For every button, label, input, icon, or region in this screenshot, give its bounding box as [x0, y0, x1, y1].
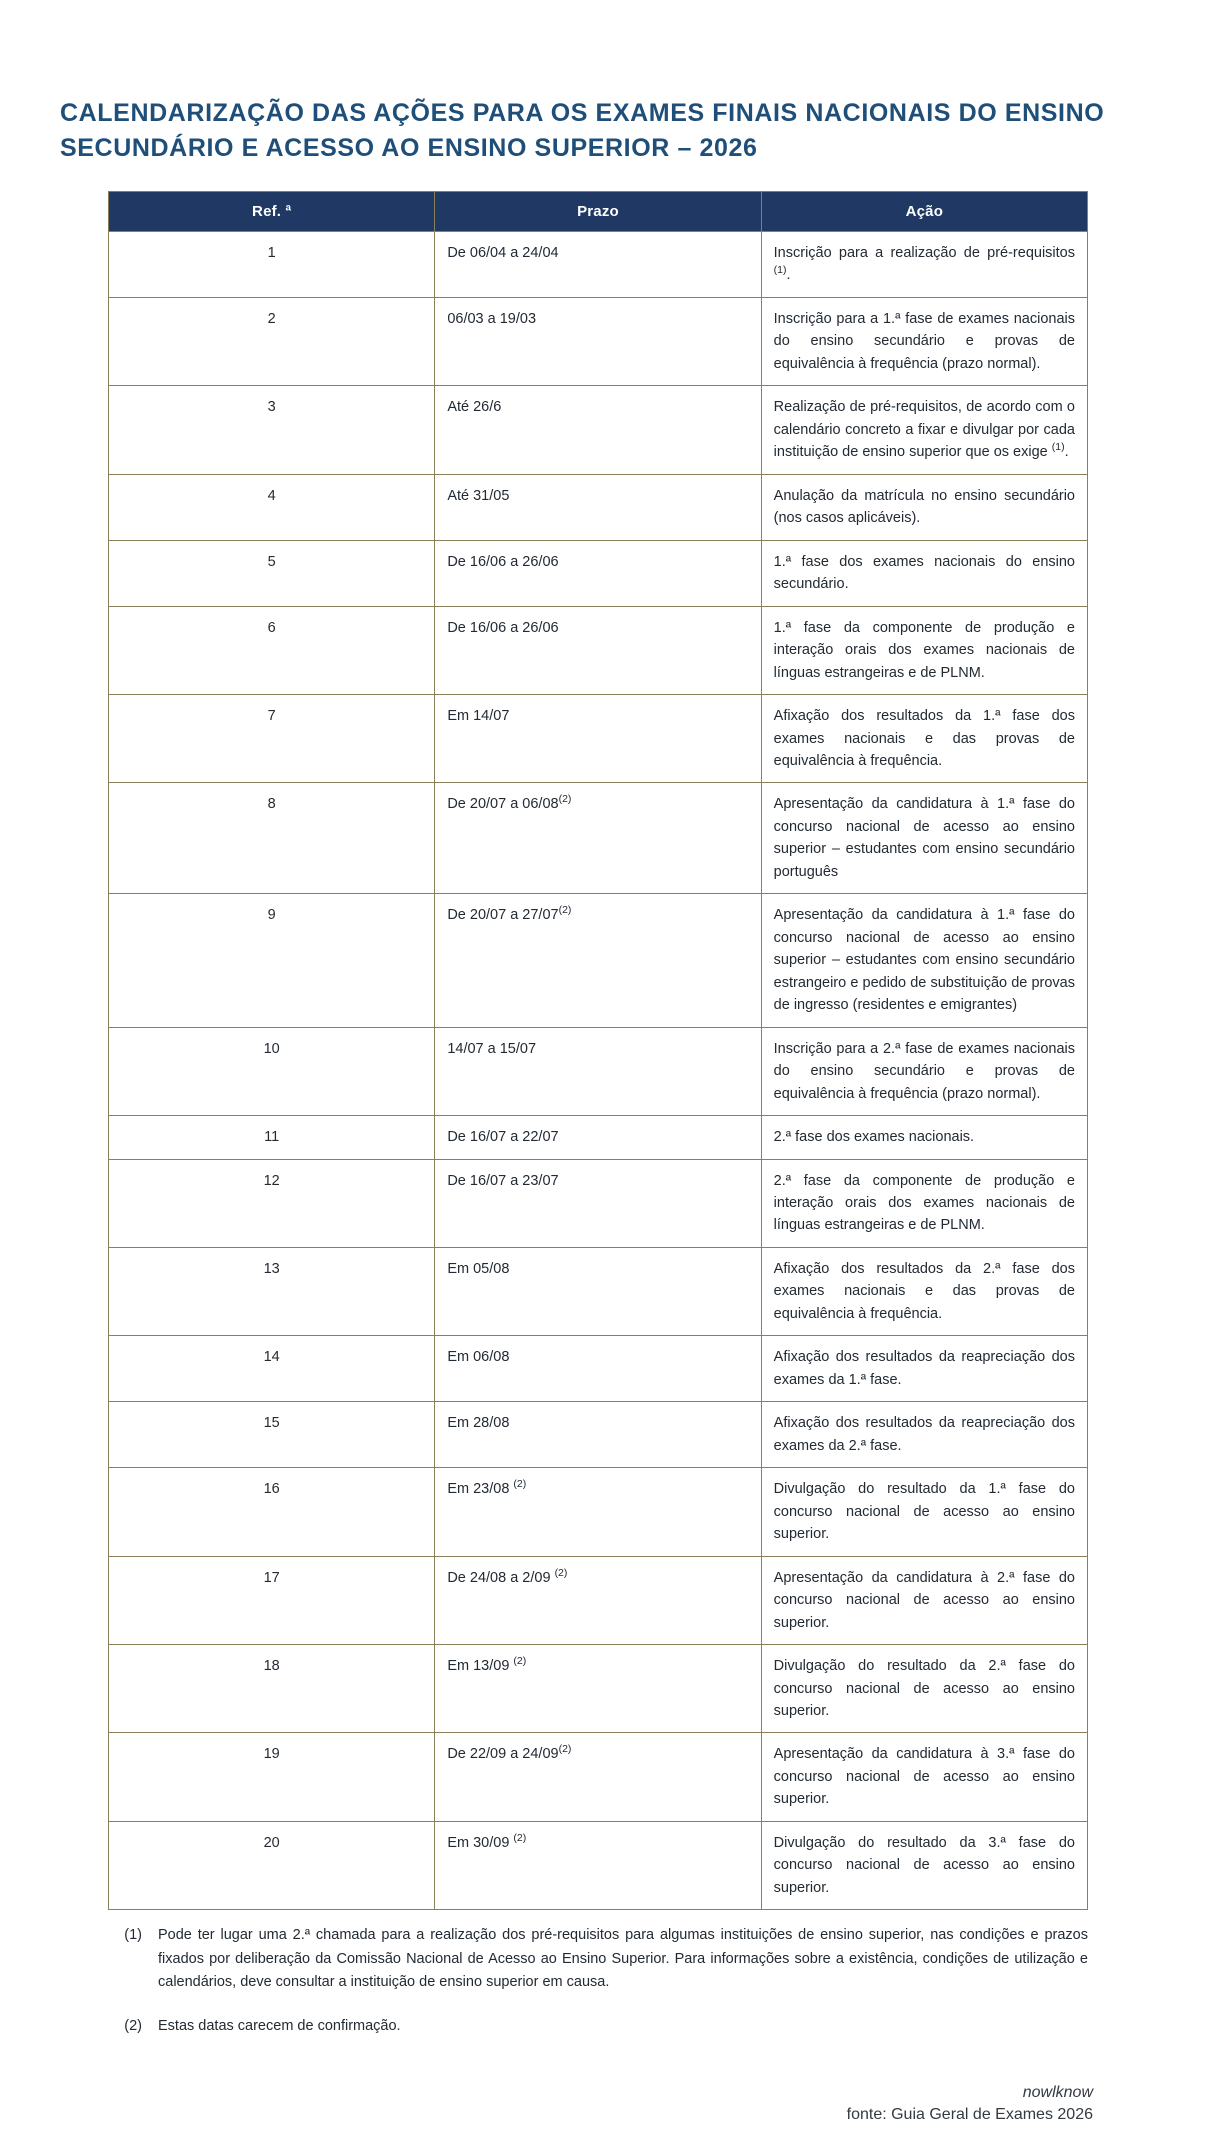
cell-prazo	[435, 1468, 761, 1556]
cell-prazo-footnote-marker: (2)	[558, 904, 572, 917]
cell-ref: 15	[109, 1402, 435, 1468]
cell-ref: 10	[109, 1027, 435, 1115]
cell-prazo-text: Em 28/08	[447, 1415, 510, 1432]
table-row	[109, 474, 1088, 540]
table-row	[109, 1821, 1088, 1909]
calendar-table	[108, 191, 1088, 1910]
cell-acao-text: Inscrição para a realização de pré-requisitos	[773, 245, 1075, 261]
cell-prazo-text: De 16/07 a 22/07	[447, 1129, 559, 1146]
cell-prazo-text: De 16/07 a 23/07	[447, 1172, 559, 1189]
table-row	[109, 1336, 1088, 1402]
footnote-text: Estas datas carecem de confirmação.	[158, 2017, 401, 2034]
cell-ref: 3	[109, 386, 435, 474]
cell-prazo	[435, 1027, 761, 1115]
table-row	[109, 1733, 1088, 1821]
cell-acao	[761, 1402, 1087, 1468]
cell-prazo	[435, 540, 761, 606]
cell-acao-text: Apresentação da candidatura à 1.ª fase do concurso nacional de acesso ao ensino superior – estudantes com ensino secundário português	[773, 796, 1075, 880]
cell-acao	[761, 1159, 1087, 1247]
cell-prazo	[435, 1402, 761, 1468]
brand-label: nowlknow	[1022, 2084, 1093, 2102]
cell-prazo-footnote-marker: (2)	[558, 1743, 572, 1756]
cell-acao	[761, 386, 1087, 474]
column-header-acao: Ação	[761, 192, 1087, 232]
cell-ref: 19	[109, 1733, 435, 1821]
cell-acao-tail: .	[786, 267, 791, 284]
cell-prazo-text: 06/03 a 19/03	[447, 310, 537, 327]
table-header	[109, 192, 1088, 232]
cell-ref: 20	[109, 1821, 435, 1909]
cell-prazo-text: Até 31/05	[447, 487, 510, 504]
cell-acao-text: 2.ª fase da componente de produção e interação orais dos exames nacionais de línguas estrangeiras e de PLNM.	[773, 1172, 1075, 1234]
cell-ref: 4	[109, 474, 435, 540]
cell-prazo	[435, 783, 761, 894]
cell-prazo-text: Em 05/08	[447, 1260, 510, 1277]
footnote-marker: (2)	[124, 2017, 142, 2034]
cell-prazo	[435, 1821, 761, 1909]
cell-ref: 2	[109, 297, 435, 385]
cell-acao	[761, 1116, 1087, 1159]
cell-prazo-footnote-marker: (2)	[558, 793, 572, 806]
page-title: CALENDARIZAÇÃO DAS AÇÕES PARA OS EXAMES FINAIS NACIONAIS DO ENSINO SECUNDÁRIO E ACESSO AO ENSINO SUPERIOR – 2026	[60, 99, 1105, 162]
cell-acao-footnote-marker: (1)	[1051, 441, 1065, 454]
table-row	[109, 1116, 1088, 1159]
cell-acao-text: Apresentação da candidatura à 3.ª fase do concurso nacional de acesso ao ensino superior.	[773, 1746, 1075, 1808]
cell-acao-text: Anulação da matrícula no ensino secundário (nos casos aplicáveis).	[773, 487, 1075, 527]
cell-ref: 1	[109, 232, 435, 298]
table-row	[109, 1247, 1088, 1335]
cell-acao-text: Afixação dos resultados da 2.ª fase dos exames nacionais e das provas de equivalência à frequência.	[773, 1260, 1075, 1322]
cell-prazo-text: Em 23/08	[447, 1481, 514, 1498]
table-row	[109, 1556, 1088, 1644]
cell-ref: 16	[109, 1468, 435, 1556]
cell-acao-text: Divulgação do resultado da 2.ª fase do concurso nacional de acesso ao ensino superior.	[773, 1658, 1075, 1719]
cell-acao-text: Apresentação da candidatura à 2.ª fase do concurso nacional de acesso ao ensino superior.	[773, 1569, 1075, 1631]
cell-prazo-text: De 22/09 a 24/09	[447, 1746, 559, 1763]
page-footer	[60, 2084, 1121, 2124]
cell-prazo	[435, 1733, 761, 1821]
footnote-item	[108, 2015, 1088, 2038]
cell-acao	[761, 1336, 1087, 1402]
cell-prazo-text: De 20/07 a 27/07	[447, 907, 559, 924]
cell-acao-footnote-marker: (1)	[773, 264, 787, 277]
cell-prazo-text: Em 14/07	[447, 708, 510, 725]
cell-prazo-text: Até 26/6	[447, 399, 502, 416]
column-header-ref: Ref. ª	[109, 192, 435, 232]
table-row	[109, 540, 1088, 606]
cell-ref: 5	[109, 540, 435, 606]
cell-prazo	[435, 297, 761, 385]
cell-ref: 11	[109, 1116, 435, 1159]
cell-acao-text: Inscrição para a 2.ª fase de exames nacionais do ensino secundário e provas de equivalência à frequência (prazo normal).	[773, 1040, 1075, 1102]
cell-acao	[761, 894, 1087, 1027]
cell-prazo-footnote-marker: (2)	[554, 1566, 568, 1579]
table-header-row	[109, 192, 1088, 232]
footnotes	[108, 1924, 1088, 2038]
cell-prazo-footnote-marker: (2)	[513, 1478, 527, 1491]
cell-acao-text: Divulgação do resultado da 3.ª fase do concurso nacional de acesso ao ensino superior.	[773, 1834, 1075, 1896]
cell-acao	[761, 1645, 1087, 1733]
cell-acao-tail: .	[1064, 444, 1069, 461]
cell-acao-text: Afixação dos resultados da 1.ª fase dos exames nacionais e das provas de equivalência à frequência.	[773, 708, 1075, 769]
cell-prazo-text: De 24/08 a 2/09	[447, 1569, 555, 1586]
cell-acao-text: 1.ª fase dos exames nacionais do ensino secundário.	[773, 553, 1075, 593]
cell-acao	[761, 1468, 1087, 1556]
cell-acao	[761, 1247, 1087, 1335]
cell-prazo-text: Em 30/09	[447, 1834, 514, 1851]
cell-prazo	[435, 232, 761, 298]
cell-acao	[761, 606, 1087, 694]
table-row	[109, 297, 1088, 385]
cell-acao	[761, 232, 1087, 298]
footnote-marker: (1)	[124, 1927, 142, 1944]
table-row	[109, 232, 1088, 298]
cell-ref: 18	[109, 1645, 435, 1733]
cell-prazo-text: De 20/07 a 06/08	[447, 796, 559, 813]
table-body	[109, 232, 1088, 1910]
table-row	[109, 606, 1088, 694]
table-row	[109, 1468, 1088, 1556]
cell-acao-text: Inscrição para a 1.ª fase de exames nacionais do ensino secundário e provas de equivalência à frequência (prazo normal).	[773, 310, 1075, 372]
cell-ref: 9	[109, 894, 435, 1027]
cell-prazo-text: Em 06/08	[447, 1349, 510, 1366]
table-row	[109, 695, 1088, 783]
footnote-text: Pode ter lugar uma 2.ª chamada para a realização dos pré-requisitos para algumas instituições de ensino superior, nas condições e prazos fixados por deliberação da Comissão Nacional de Acesso ao Ensino Superior. Para informações sobre a existência, condições de utilização e calendários, deve consultar a instituição de ensino superior em causa.	[158, 1927, 1088, 1991]
source-label: fonte: Guia Geral de Exames 2026	[846, 2106, 1093, 2124]
cell-prazo	[435, 1159, 761, 1247]
cell-ref: 7	[109, 695, 435, 783]
cell-prazo	[435, 894, 761, 1027]
cell-prazo-footnote-marker: (2)	[513, 1655, 527, 1668]
cell-acao	[761, 297, 1087, 385]
cell-prazo	[435, 474, 761, 540]
cell-prazo-text: Em 13/09	[447, 1658, 514, 1675]
cell-prazo	[435, 1116, 761, 1159]
cell-acao-text: Afixação dos resultados da reapreciação dos exames da 1.ª fase.	[773, 1349, 1075, 1388]
cell-acao-text: Divulgação do resultado da 1.ª fase do concurso nacional de acesso ao ensino superior.	[773, 1481, 1075, 1543]
cell-acao-text: 1.ª fase da componente de produção e interação orais dos exames nacionais de línguas estrangeiras e de PLNM.	[773, 619, 1075, 681]
cell-prazo	[435, 695, 761, 783]
cell-prazo-text: De 16/06 a 26/06	[447, 619, 559, 636]
cell-acao-text: Afixação dos resultados da reapreciação dos exames da 2.ª fase.	[773, 1415, 1075, 1454]
cell-prazo-text: 14/07 a 15/07	[447, 1040, 537, 1057]
cell-ref: 6	[109, 606, 435, 694]
cell-prazo	[435, 606, 761, 694]
cell-prazo	[435, 1556, 761, 1644]
cell-prazo-text: De 06/04 a 24/04	[447, 245, 559, 261]
cell-prazo	[435, 1336, 761, 1402]
cell-ref: 14	[109, 1336, 435, 1402]
table-row	[109, 1159, 1088, 1247]
cell-prazo	[435, 1247, 761, 1335]
cell-prazo-footnote-marker: (2)	[513, 1832, 527, 1845]
cell-acao	[761, 783, 1087, 894]
table-row	[109, 386, 1088, 474]
table-row	[109, 894, 1088, 1027]
cell-acao	[761, 1556, 1087, 1644]
cell-ref: 13	[109, 1247, 435, 1335]
cell-acao-text: Realização de pré-requisitos, de acordo com o calendário concreto a fixar e divulgar por cada instituição de ensino superior que os exige	[773, 399, 1075, 461]
table-row	[109, 783, 1088, 894]
cell-acao	[761, 695, 1087, 783]
cell-acao	[761, 474, 1087, 540]
footnote-item	[108, 1924, 1088, 1994]
cell-ref: 12	[109, 1159, 435, 1247]
column-header-prazo: Prazo	[435, 192, 761, 232]
cell-prazo-text: De 16/06 a 26/06	[447, 553, 559, 570]
table-row	[109, 1645, 1088, 1733]
table-row	[109, 1027, 1088, 1115]
table-row	[109, 1402, 1088, 1468]
cell-acao-text: 2.ª fase dos exames nacionais.	[773, 1129, 975, 1146]
cell-acao	[761, 540, 1087, 606]
cell-ref: 17	[109, 1556, 435, 1644]
cell-acao	[761, 1733, 1087, 1821]
cell-acao	[761, 1027, 1087, 1115]
cell-prazo	[435, 386, 761, 474]
cell-prazo	[435, 1645, 761, 1733]
cell-acao	[761, 1821, 1087, 1909]
cell-acao-text: Apresentação da candidatura à 1.ª fase do concurso nacional de acesso ao ensino superior – estudantes com ensino secundário estrangeiro e pedido de substituição de provas de ingresso (residentes e emigrantes)	[773, 907, 1075, 1014]
cell-ref: 8	[109, 783, 435, 894]
